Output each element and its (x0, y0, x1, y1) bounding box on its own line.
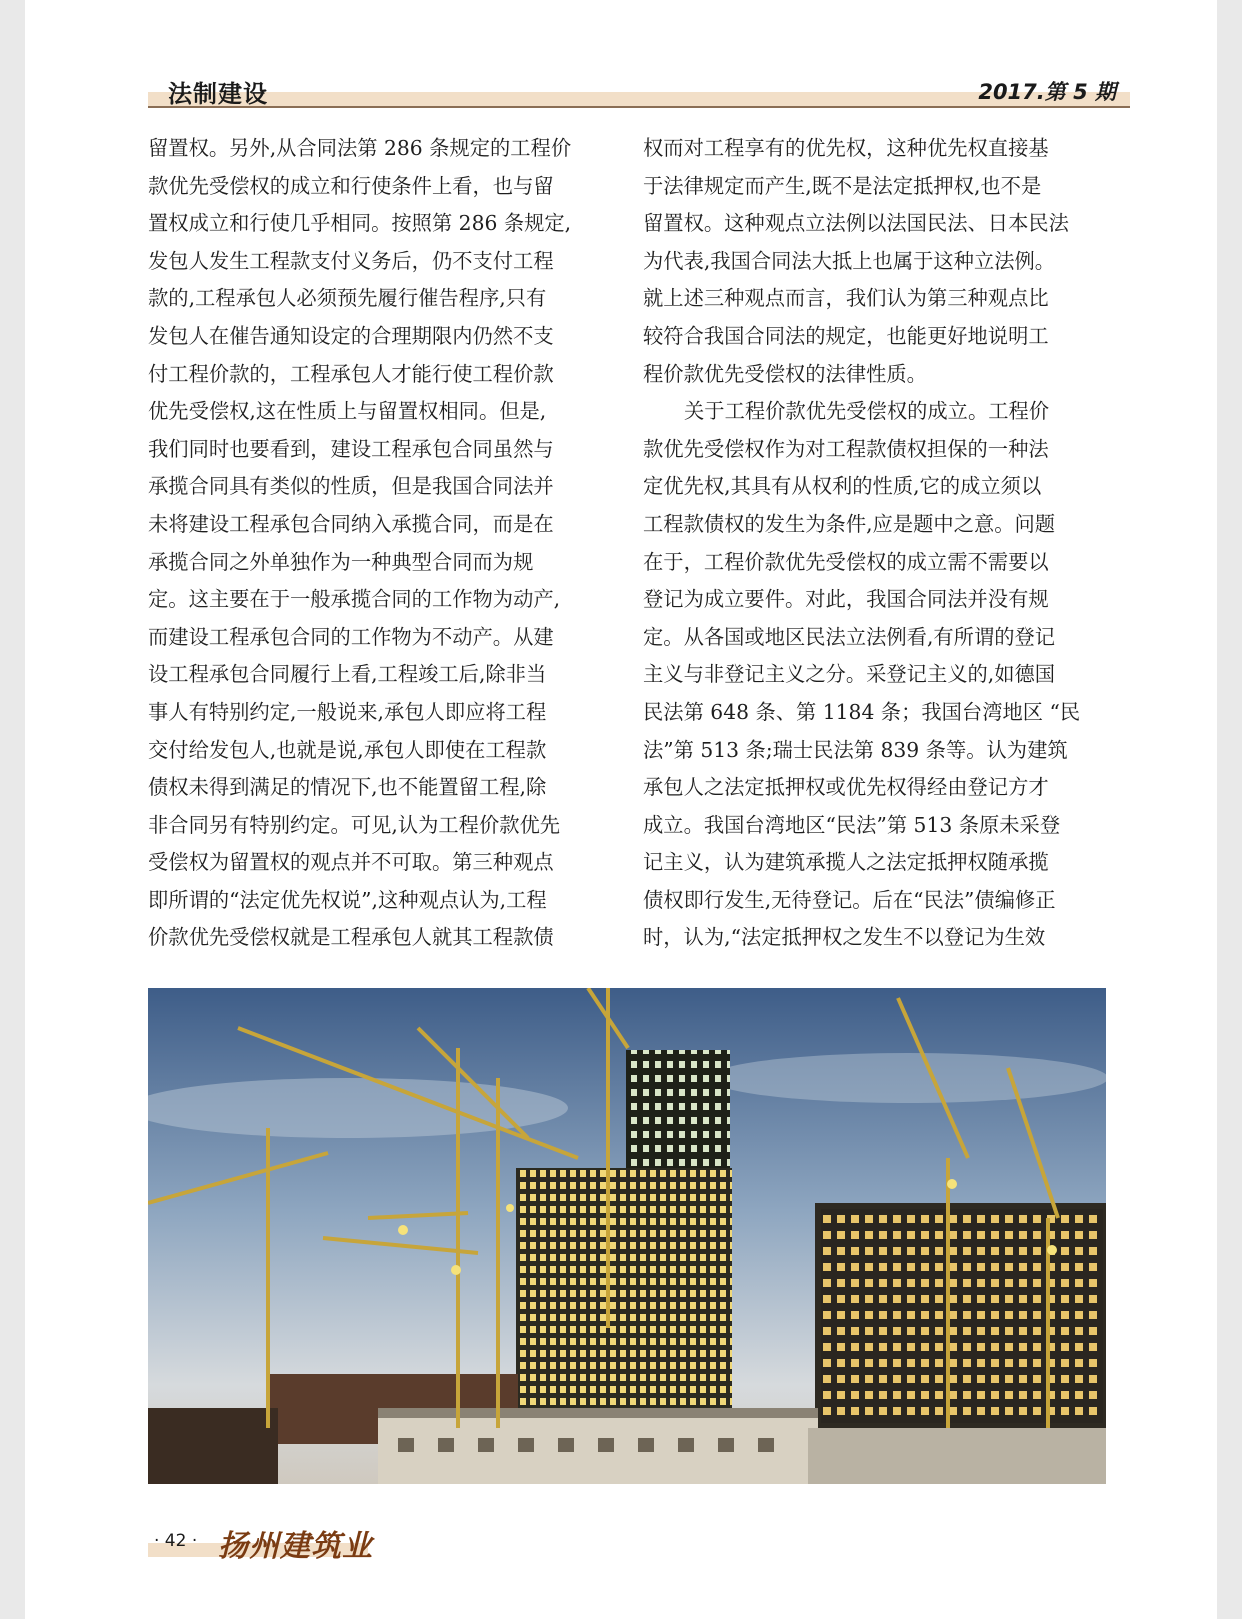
text-line: 即所谓的“法定优先权说”,这种观点认为,工程 (148, 887, 547, 912)
text-line: 定优先权,其具有从权利的性质,它的成立须以 (643, 474, 1042, 499)
text-line: 款的,工程承包人必须预先履行催告程序,只有 (148, 286, 547, 311)
text-line: 程价款优先受偿权的法律性质。 (643, 361, 927, 386)
text-line: 为代表,我国合同法大抵上也属于这种立法例。 (643, 248, 1056, 273)
text-line: 债权未得到满足的情况下,也不能置留工程,除 (148, 775, 547, 800)
header-rule (148, 106, 1130, 108)
text-line: 交付给发包人,也就是说,承包人即使在工程款 (148, 737, 547, 762)
text-line: 工程款债权的发生为条件,应是题中之意。问题 (643, 511, 1056, 536)
page-footer (148, 1525, 388, 1564)
text-line: 受偿权为留置权的观点并不可取。第三种观点 (148, 850, 554, 875)
text-line: 款优先受偿权的成立和行使条件上看，也与留 (148, 173, 554, 198)
text-line: 民法第 648 条、第 1184 条；我国台湾地区 “民 (643, 699, 1081, 724)
text-line: 时，认为,“法定抵押权之发生不以登记为生效 (643, 925, 1046, 950)
text-line: 较符合我国合同法的规定，也能更好地说明工 (643, 323, 1049, 348)
text-line: 就上述三种观点而言，我们认为第三种观点比 (643, 286, 1049, 311)
magazine-page (25, 0, 1217, 1619)
text-line: 价款优先受偿权就是工程承包人就其工程款债 (148, 925, 554, 950)
text-line: 我们同时也要看到，建设工程承包合同虽然与 (148, 436, 554, 461)
text-line: 发包人在催告通知设定的合理期限内仍然不支 (148, 323, 554, 348)
text-line: 登记为成立要件。对此，我国合同法并没有规 (643, 587, 1049, 612)
text-line: 留置权。另外,从合同法第 286 条规定的工程价 (148, 136, 572, 160)
left-column (148, 130, 614, 957)
text-line: 置权成立和行使几乎相同。按照第 286 条规定, (148, 211, 572, 236)
page-number: · 42 · (154, 1531, 198, 1551)
text-line: 付工程价款的，工程承包人才能行使工程价款 (148, 361, 554, 386)
text-line: 承包人之法定抵押权或优先权得经由登记方才 (643, 775, 1049, 800)
text-line: 未将建设工程承包合同纳入承揽合同，而是在 (148, 511, 554, 536)
text-line: 定。这主要在于一般承揽合同的工作物为动产, (148, 587, 561, 612)
construction-photo (148, 988, 1106, 1484)
text-line: 留置权。这种观点立法例以法国民法、日本民法 (643, 211, 1069, 236)
text-line: 款优先受偿权作为对工程款债权担保的一种法 (643, 436, 1049, 461)
page-header (148, 70, 1130, 110)
text-line: 主义与非登记主义之分。采登记主义的,如德国 (643, 662, 1056, 687)
text-line: 关于工程价款优先受偿权的成立。工程价 (684, 399, 1050, 424)
text-line: 事人有特别约定,一般说来,承包人即应将工程 (148, 699, 547, 724)
text-line: 承揽合同之外单独作为一种典型合同而为规 (148, 549, 534, 574)
text-line: 法”第 513 条;瑞士民法第 839 条等。认为建筑 (643, 737, 1068, 762)
construction-photo-image (148, 988, 1106, 1484)
text-line: 权而对工程享有的优先权，这种优先权直接基 (643, 136, 1049, 160)
text-line: 而建设工程承包合同的工作物为不动产。从建 (148, 624, 554, 649)
text-line: 非合同另有特别约定。可见,认为工程价款优先 (148, 812, 561, 837)
text-line: 设工程承包合同履行上看,工程竣工后,除非当 (148, 662, 547, 687)
text-line: 记主义，认为建筑承揽人之法定抵押权随承揽 (643, 850, 1049, 875)
text-line: 优先受偿权,这在性质上与留置权相同。但是, (148, 399, 547, 424)
text-line: 成立。我国台湾地区“民法”第 513 条原未采登 (643, 812, 1061, 837)
text-line: 于法律规定而产生,既不是法定抵押权,也不是 (643, 173, 1042, 198)
text-line: 债权即行发生,无待登记。后在“民法”债编修正 (643, 887, 1056, 912)
magazine-logo: 扬州建筑业 (218, 1529, 373, 1564)
right-column (643, 130, 1109, 957)
text-line: 定。从各国或地区民法立法例看,有所谓的登记 (643, 624, 1056, 649)
section-title: 法制建设 (168, 80, 268, 108)
issue-label: 2017.第 5 期 (978, 80, 1116, 104)
text-line: 发包人发生工程款支付义务后，仍不支付工程 (148, 248, 554, 273)
text-line: 承揽合同具有类似的性质，但是我国合同法并 (148, 474, 554, 499)
text-line: 在于，工程价款优先受偿权的成立需不需要以 (643, 549, 1049, 574)
